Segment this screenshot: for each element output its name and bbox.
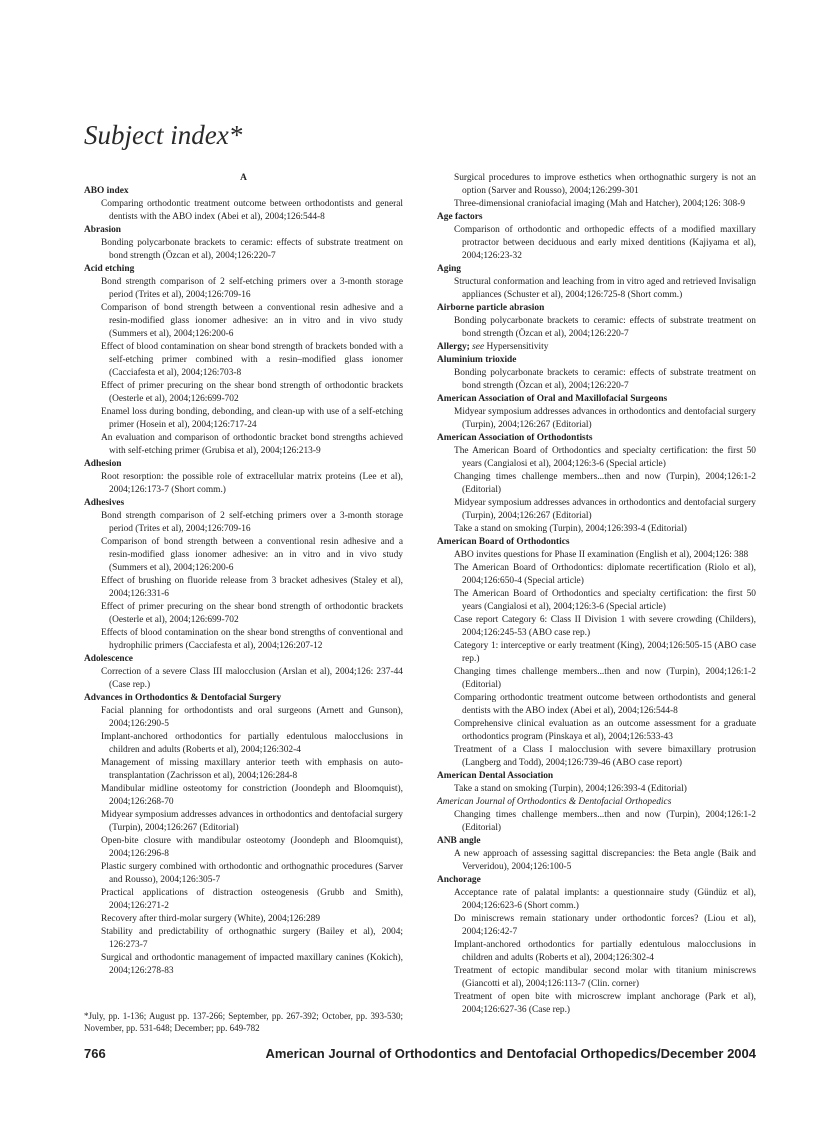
index-entry: Facial planning for orthodontists and oral surgeons (Arnett and Gunson), 2004;126:290-5 xyxy=(101,706,403,729)
index-entry: Structural conformation and leaching from in vitro aged and retrieved Invisalign appliances (Schuster et al), 2004;126:725-8 (Short comm.) xyxy=(454,277,756,300)
index-term: American Board of Orthodontics xyxy=(437,537,570,547)
index-entry: Effect of brushing on fluoride release from 3 bracket adhesives (Staley et al), 2004;126:331-6 xyxy=(101,576,403,599)
index-entry: ABO invites questions for Phase II examination (English et al), 2004;126: 388 xyxy=(454,550,749,560)
index-term: ABO index xyxy=(84,186,129,196)
index-entry: A new approach of assessing sagittal discrepancies: the Beta angle (Baik and Ververidou), 2004;126:100-5 xyxy=(454,849,756,872)
page-number: 766 xyxy=(84,1046,106,1061)
index-entry: Mandibular midline osteotomy for constriction (Joondeph and Bloomquist), 2004;126:268-70 xyxy=(101,784,403,807)
index-entry: Comparison of bond strength between a conventional resin adhesive and a resin-modified glass ionomer adhesive: an in vitro and in vivo study (Summers et al), 2004;126:200-6 xyxy=(101,537,403,573)
index-entry: Acceptance rate of palatal implants: a questionnaire study (Gündüz et al), 2004;126:623-6 (Short comm.) xyxy=(454,888,756,911)
index-entry: Comparing orthodontic treatment outcome between orthodontists and general dentists with the ABO index (Abei et al), 2004;126:544-8 xyxy=(454,693,756,716)
index-entry: Midyear symposium addresses advances in orthodontics and dentofacial surgery (Turpin), 2004;126:267 (Editorial) xyxy=(454,407,756,430)
index-term: Advances in Orthodontics & Dentofacial Surgery xyxy=(84,693,282,703)
index-entry: Management of missing maxillary anterior teeth with emphasis on auto-transplantation (Zachrisson et al), 2004;126:284-8 xyxy=(101,758,403,781)
index-entry: The American Board of Orthodontics: diplomate recertification (Riolo et al), 2004;126:650-4 (Special article) xyxy=(454,563,756,586)
index-term: Adhesion xyxy=(84,459,122,469)
index-entry: Midyear symposium addresses advances in orthodontics and dentofacial surgery (Turpin), 2004;126:267 (Editorial) xyxy=(454,498,756,521)
index-entry: Bonding polycarbonate brackets to ceramic: effects of substrate treatment on bond strength (Özcan et al), 2004;126:220-7 xyxy=(101,238,403,261)
index-term: Age factors xyxy=(437,212,483,222)
index-entry: Comparison of bond strength between a conventional resin adhesive and a resin-modified glass ionomer adhesive: an in vitro and in vivo study (Summers et al), 2004;126:200-6 xyxy=(101,303,403,339)
index-entry: Stability and predictability of orthognathic surgery (Bailey et al), 2004; 126:273-7 xyxy=(101,927,403,950)
index-entry: Take a stand on smoking (Turpin), 2004;126:393-4 (Editorial) xyxy=(454,784,687,794)
index-term: American Dental Association xyxy=(437,771,554,781)
index-entry: Recovery after third-molar surgery (White), 2004;126:289 xyxy=(101,914,321,924)
index-entry: Comparison of orthodontic and orthopedic effects of a modified maxillary protractor between deciduous and early mixed dentitions (Kajiyama et al), 2004;126:23-32 xyxy=(454,225,756,261)
index-entry: Bonding polycarbonate brackets to ceramic: effects of substrate treatment on bond strength (Özcan et al), 2004;126:220-7 xyxy=(454,316,756,339)
index-term: Acid etching xyxy=(84,264,135,274)
index-term: Abrasion xyxy=(84,225,121,235)
footnote: *July, pp. 1-136; August pp. 137-266; September, pp. 267-392; October, pp. 393-530; November, pp. 531-648; December; pp. 649-782 xyxy=(84,1011,403,1033)
index-entry: Plastic surgery combined with orthodontic and orthognathic procedures (Sarver and Rousso), 2004;126:305-7 xyxy=(101,862,403,885)
index-term: Adhesives xyxy=(84,498,125,508)
page-footer xyxy=(84,1046,756,1062)
index-entry: Bond strength comparison of 2 self-etching primers over a 3-month storage period (Trites et al), 2004;126:709-16 xyxy=(101,511,403,534)
index-entry: The American Board of Orthodontics and specialty certification: the first 50 years (Cangialosi et al), 2004;126:3-6 (Special article) xyxy=(454,589,756,612)
page-title: Subject index* xyxy=(84,120,243,150)
index-entry: Changing times challenge members...then and now (Turpin), 2004;126:1-2 (Editorial) xyxy=(454,472,756,495)
index-entry: Treatment of ectopic mandibular second molar with titanium miniscrews (Giancotti et al), 2004;126:113-7 (Clin. corner) xyxy=(454,966,756,989)
index-entry: Treatment of a Class I malocclusion with severe bimaxillary protrusion (Langberg and Todd), 2004;126:739-46 (ABO case report) xyxy=(454,745,756,768)
index-term: American Association of Orthodontists xyxy=(437,433,593,443)
index-entry: Do miniscrews remain stationary under orthodontic forces? (Liou et al), 2004;126:42-7 xyxy=(454,914,756,937)
index-entry: Comprehensive clinical evaluation as an outcome assessment for a graduate orthodontics program (Pinskaya et al), 2004;126:533-43 xyxy=(454,719,756,742)
index-term: Aging xyxy=(437,264,461,274)
index-term: American Journal of Orthodontics & Dentofacial Orthopedics xyxy=(437,797,672,807)
index-term: American Association of Oral and Maxillofacial Surgeons xyxy=(437,394,668,404)
see-label: see xyxy=(472,342,485,352)
index-entry: Midyear symposium addresses advances in orthodontics and dentofacial surgery (Turpin), 2004;126:267 (Editorial) xyxy=(101,810,403,833)
index-entry: Case report Category 6: Class II Division 1 with severe crowding (Childers), 2004;126:245-53 (ABO case rep.) xyxy=(454,615,756,638)
index-entry: Effects of blood contamination on the shear bond strengths of conventional and hydrophilic primers (Cacciafesta et al), 2004;126:207-12 xyxy=(101,628,403,651)
index-entry: Bond strength comparison of 2 self-etching primers over a 3-month storage period (Trites et al), 2004;126:709-16 xyxy=(101,277,403,300)
index-term: Allergy; see Hypersensitivity xyxy=(437,342,549,352)
index-entry: Comparing orthodontic treatment outcome between orthodontists and general dentists with the ABO index (Abei et al), 2004;126:544-8 xyxy=(101,199,403,222)
index-entry: Effect of primer precuring on the shear bond strength of orthodontic brackets (Oesterle et al), 2004;126:699-702 xyxy=(101,602,403,625)
index-entry: Implant-anchored orthodontics for partially edentulous malocclusions in children and adults (Roberts et al), 2004;126:302-4 xyxy=(101,732,403,755)
index-entry: Implant-anchored orthodontics for partially edentulous malocclusions in children and adults (Roberts et al), 2004;126:302-4 xyxy=(454,940,756,963)
index-entry: Changing times challenge members...then and now (Turpin), 2004;126:1-2 (Editorial) xyxy=(454,667,756,690)
index-term: ANB angle xyxy=(437,836,481,846)
index-entry: Take a stand on smoking (Turpin), 2004;126:393-4 (Editorial) xyxy=(454,524,687,534)
section-letter: A xyxy=(240,173,247,183)
index-term: Aluminium trioxide xyxy=(437,355,517,365)
index-term: Anchorage xyxy=(437,875,481,885)
index-entry: Effect of blood contamination on shear bond strength of brackets bonded with a self-etching primer combined with a resin–modified glass ionomer (Cacciafesta et al), 2004;126:703-8 xyxy=(101,342,403,378)
index-entry: The American Board of Orthodontics and specialty certification: the first 50 years (Cangialosi et al), 2004;126:3-6 (Special article) xyxy=(454,446,756,469)
left-index-column xyxy=(84,172,403,978)
right-index-column xyxy=(437,172,756,1017)
index-term: Adolescence xyxy=(84,654,133,664)
index-entry: Category 1: interceptive or early treatment (King), 2004;126:505-15 (ABO case rep.) xyxy=(454,641,756,664)
index-entry: Open-bite closure with mandibular osteotomy (Joondeph and Bloomquist), 2004;126:296-8 xyxy=(101,836,403,859)
index-entry: Surgical procedures to improve esthetics when orthognathic surgery is not an option (Sarver and Rousso), 2004;126:299-301 xyxy=(454,173,756,196)
index-entry: Effect of primer precuring on the shear bond strength of orthodontic brackets (Oesterle et al), 2004;126:699-702 xyxy=(101,381,403,404)
index-entry: Root resorption: the possible role of extracellular matrix proteins (Lee et al), 2004;126:173-7 (Short comm.) xyxy=(101,472,403,495)
index-entry: Treatment of open bite with microscrew implant anchorage (Park et al), 2004;126:627-36 (Case rep.) xyxy=(454,992,756,1015)
index-entry: An evaluation and comparison of orthodontic bracket bond strengths achieved with self-etching primer (Grubisa et al), 2004;126:213-9 xyxy=(101,433,403,456)
index-entry: Correction of a severe Class III malocclusion (Arslan et al), 2004;126: 237-44 (Case rep.) xyxy=(101,667,403,690)
see-target: Hypersensitivity xyxy=(486,342,549,352)
index-entry: Bonding polycarbonate brackets to ceramic: effects of substrate treatment on bond strength (Özcan et al), 2004;126:220-7 xyxy=(454,368,756,391)
index-term: Airborne particle abrasion xyxy=(437,303,545,313)
index-entry: Three-dimensional craniofacial imaging (Mah and Hatcher), 2004;126: 308-9 xyxy=(454,199,746,209)
index-entry: Surgical and orthodontic management of impacted maxillary canines (Kokich), 2004;126:278-83 xyxy=(101,953,403,976)
index-entry: Enamel loss during bonding, debonding, and clean-up with use of a self-etching primer (Hosein et al), 2004;126:717-24 xyxy=(101,407,403,430)
index-entry: Practical applications of distraction osteogenesis (Grubb and Smith), 2004;126:271-2 xyxy=(101,888,403,911)
index-entry: Changing times challenge members...then and now (Turpin), 2004;126:1-2 (Editorial) xyxy=(454,810,756,833)
journal-footer: American Journal of Orthodontics and Dentofacial Orthopedics/December 2004 xyxy=(265,1046,756,1061)
